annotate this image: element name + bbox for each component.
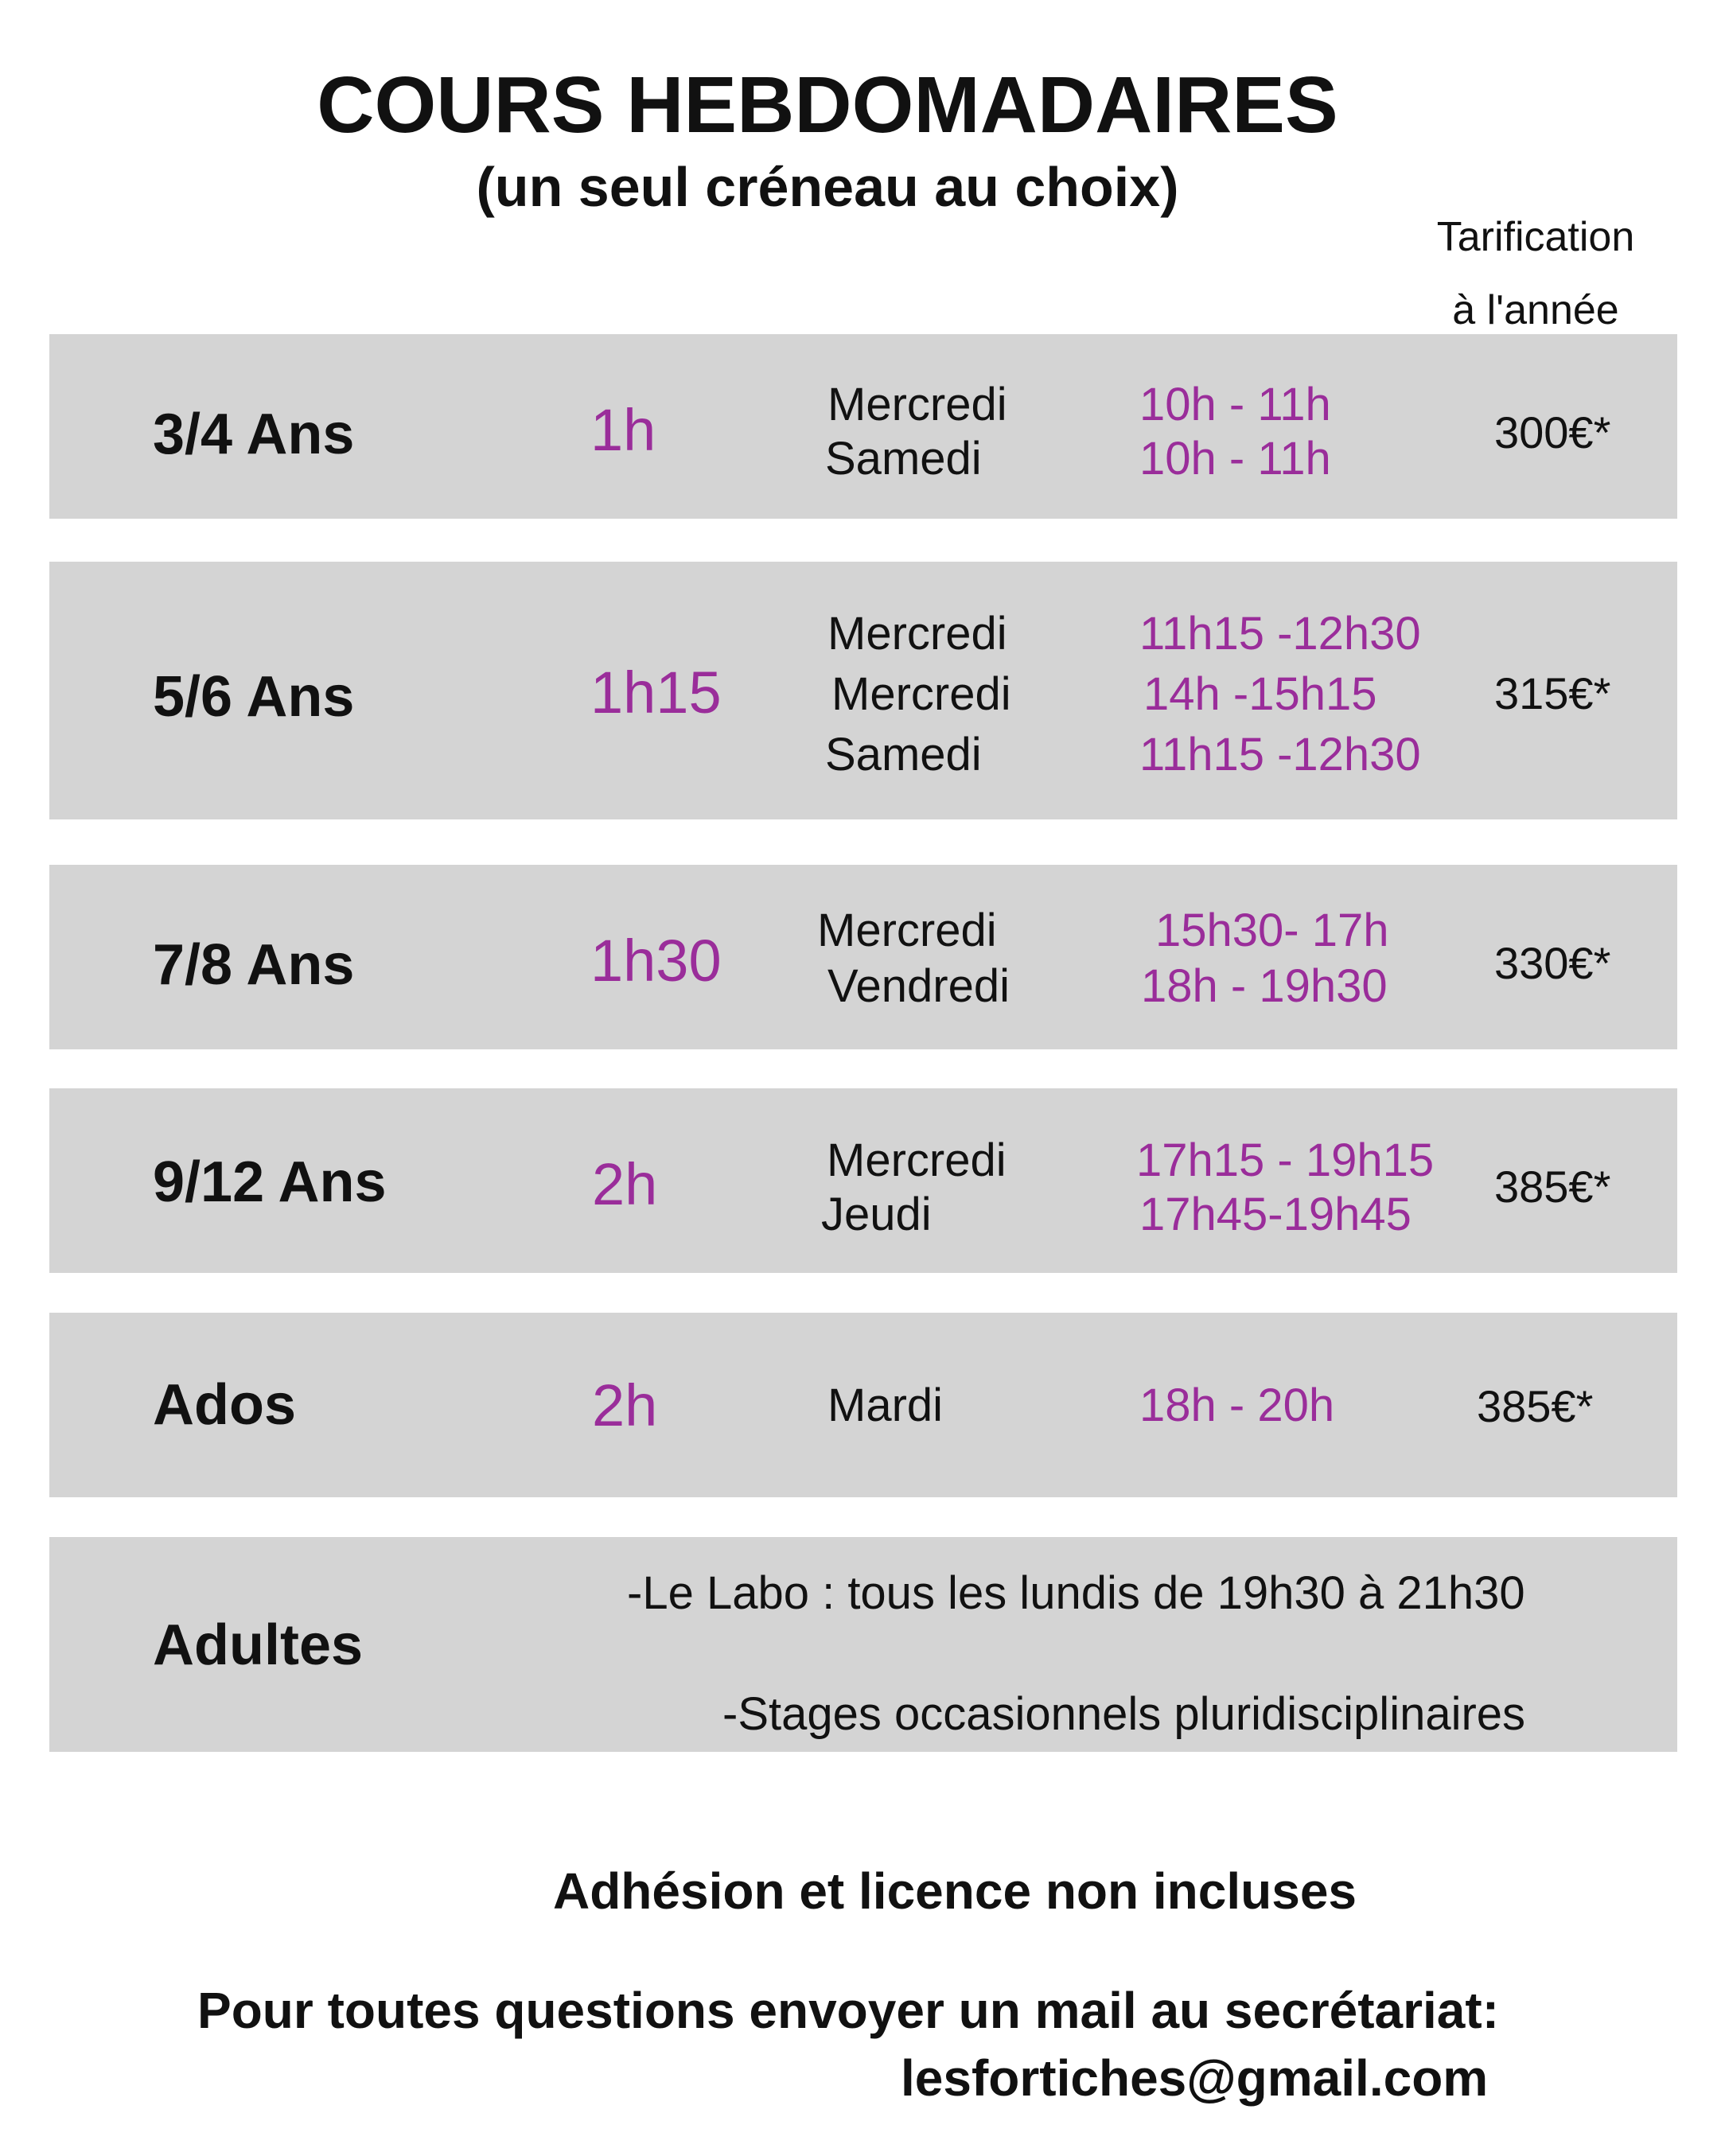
slot-day: Mercredi xyxy=(827,608,1007,660)
course-row-9-12-ans xyxy=(49,1088,1677,1273)
contact-text: Pour toutes questions envoyer un mail au secrétariat: xyxy=(197,1982,1499,2039)
age-group: 5/6 Ans xyxy=(153,665,355,729)
slot-time: 11h15 -12h30 xyxy=(1139,729,1421,780)
age-group: 3/4 Ans xyxy=(153,403,355,466)
course-row-7-8-ans xyxy=(49,865,1677,1049)
course-price: 300€* xyxy=(1494,407,1611,457)
adults-stages-info: -Stages occasionnels pluridisciplinaires xyxy=(722,1688,1526,1740)
slot-day: Mercredi xyxy=(817,905,997,956)
course-price: 315€* xyxy=(1494,668,1611,718)
course-row-ados xyxy=(49,1313,1677,1497)
course-duration: 1h15 xyxy=(590,660,722,726)
course-row-adultes xyxy=(49,1537,1677,1752)
course-duration: 1h30 xyxy=(590,928,722,994)
course-price: 385€* xyxy=(1494,1162,1611,1212)
price-column-header xyxy=(1416,200,1655,347)
course-price: 330€* xyxy=(1494,938,1611,988)
age-group: Adultes xyxy=(153,1613,364,1677)
contact-email[interactable]: lesfortiches@gmail.com xyxy=(901,2049,1489,2107)
slot-day: Samedi xyxy=(825,729,982,780)
slot-day: Jeudi xyxy=(821,1189,932,1240)
slot-time: 10h - 11h xyxy=(1139,433,1331,485)
course-duration: 2h xyxy=(592,1151,658,1217)
adults-labo-schedule: -Le Labo : tous les lundis de 19h30 à 21h30 xyxy=(627,1567,1525,1619)
slot-day: Mercredi xyxy=(827,1134,1007,1186)
slot-day: Mercredi xyxy=(831,668,1011,720)
price-header-line1: Tarification xyxy=(1436,214,1635,260)
course-row-3-4-ans xyxy=(49,334,1677,519)
course-price: 385€* xyxy=(1477,1381,1594,1431)
age-group: 9/12 Ans xyxy=(153,1150,387,1214)
price-header-line2: à l'année xyxy=(1452,287,1619,333)
slot-time: 10h - 11h xyxy=(1139,379,1331,430)
age-group: 7/8 Ans xyxy=(153,933,355,997)
slot-day: Mercredi xyxy=(827,379,1007,430)
page-subtitle: (un seul créneau au choix) xyxy=(476,156,1179,218)
slot-day: Samedi xyxy=(825,433,982,485)
page-title: COURS HEBDOMADAIRES xyxy=(317,60,1338,150)
slot-time: 18h - 19h30 xyxy=(1141,960,1388,1012)
slot-time: 11h15 -12h30 xyxy=(1139,608,1421,660)
age-group: Ados xyxy=(153,1373,296,1437)
slot-time: 14h -15h15 xyxy=(1143,668,1377,720)
course-row-5-6-ans xyxy=(49,562,1677,819)
slot-day: Vendredi xyxy=(827,960,1010,1012)
slot-time: 17h45-19h45 xyxy=(1139,1189,1412,1240)
slot-time: 15h30- 17h xyxy=(1155,905,1389,956)
slot-day: Mardi xyxy=(827,1380,944,1431)
slot-time: 17h15 - 19h15 xyxy=(1136,1134,1435,1186)
course-duration: 2h xyxy=(592,1372,658,1438)
slot-time: 18h - 20h xyxy=(1139,1380,1335,1431)
fees-notice: Adhésion et licence non incluses xyxy=(552,1862,1357,1920)
course-duration: 1h xyxy=(590,397,656,463)
